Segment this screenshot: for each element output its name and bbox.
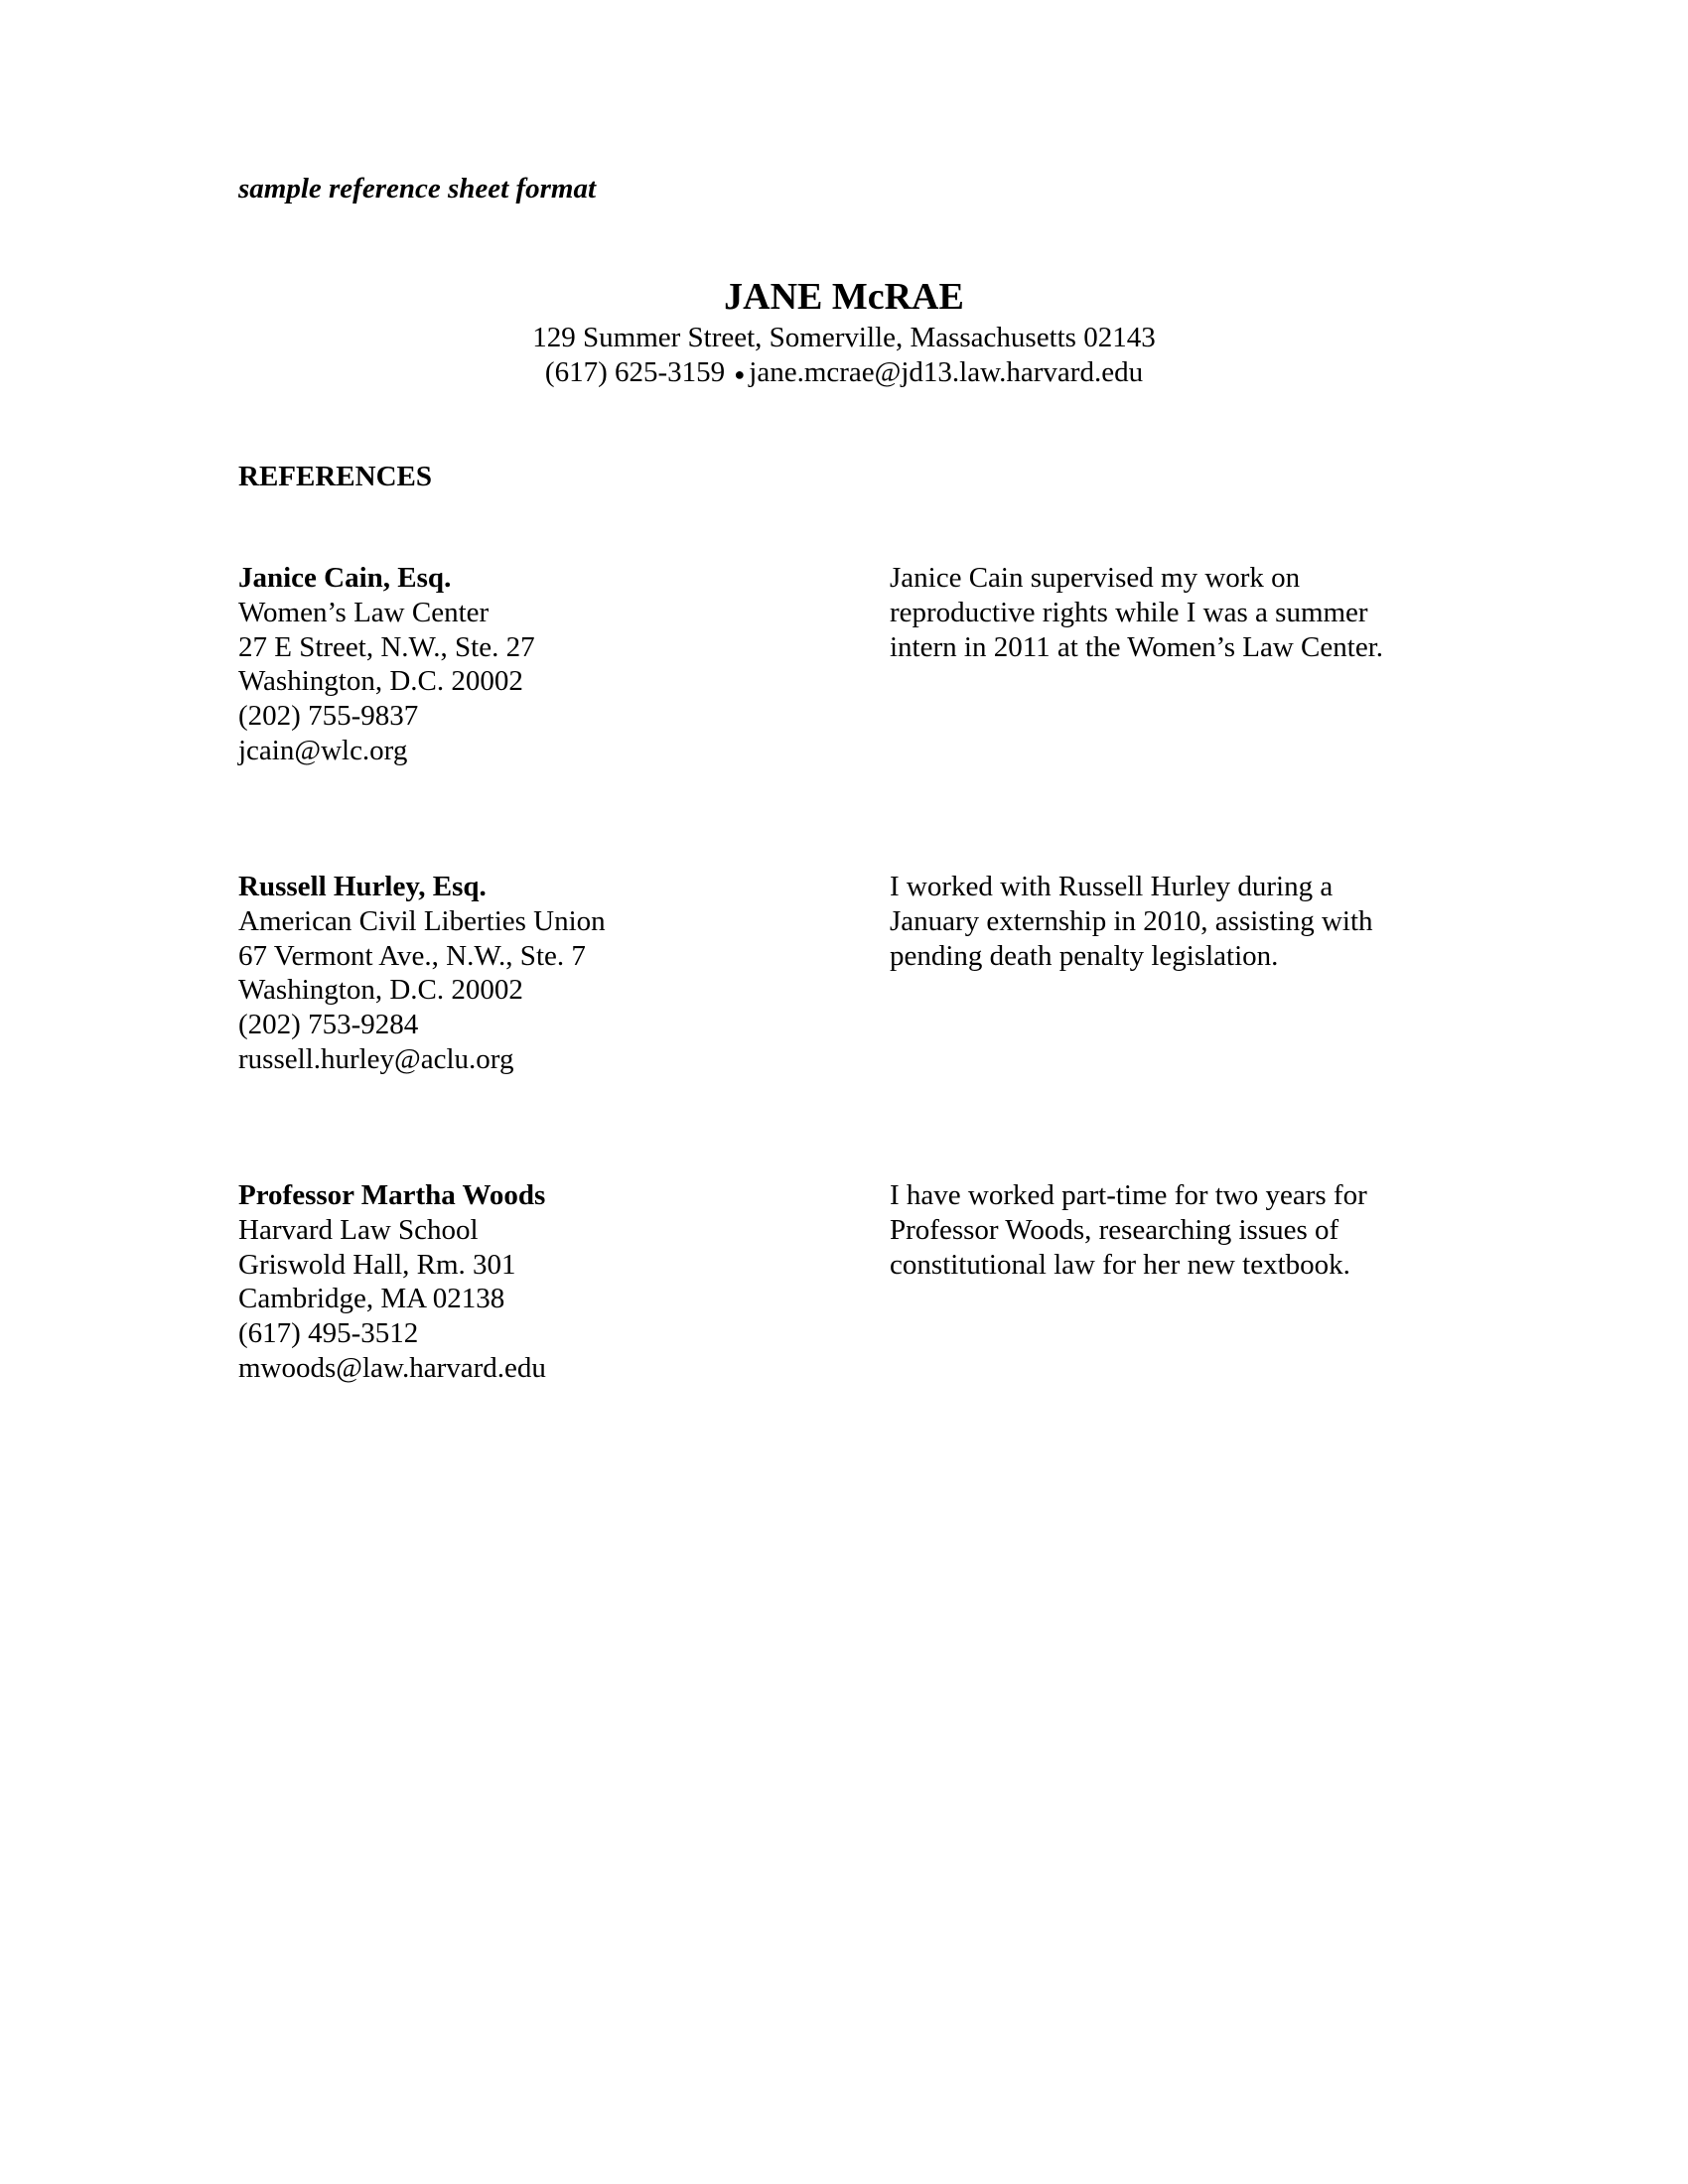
section-heading: REFERENCES — [238, 461, 432, 492]
reference-note-line: pending death penalty legislation. — [890, 939, 1279, 972]
reference-name: Janice Cain, Esq. — [238, 562, 452, 594]
reference-phone: (202) 753-9284 — [238, 1009, 419, 1041]
reference-name: Professor Martha Woods — [238, 1179, 546, 1211]
reference-street: 67 Vermont Ave., N.W., Ste. 7 — [238, 939, 586, 972]
reference-contact — [238, 870, 874, 1077]
applicant-email: jane.mcrae@jd13.law.harvard.edu — [749, 356, 1144, 388]
applicant-contact-line — [0, 355, 1688, 392]
reference-contact — [238, 561, 874, 768]
reference-street: Griswold Hall, Rm. 301 — [238, 1248, 516, 1281]
reference-email: russell.hurley@aclu.org — [238, 1042, 514, 1075]
reference-phone: (202) 755-9837 — [238, 700, 419, 733]
reference-note-line: reproductive rights while I was a summer — [890, 596, 1368, 628]
reference-organization: Harvard Law School — [238, 1213, 479, 1246]
reference-city: Washington, D.C. 20002 — [238, 665, 523, 698]
reference-email: jcain@wlc.org — [238, 734, 408, 766]
applicant-phone: (617) 625-3159 — [544, 356, 726, 388]
document-caption: sample reference sheet format — [238, 173, 597, 205]
reference-note-line: constitutional law for her new textbook. — [890, 1248, 1350, 1281]
reference-city: Cambridge, MA 02138 — [238, 1283, 505, 1315]
reference-organization: American Civil Liberties Union — [238, 904, 606, 937]
reference-email: mwoods@law.harvard.edu — [238, 1351, 546, 1384]
reference-street: 27 E Street, N.W., Ste. 27 — [238, 630, 535, 663]
reference-note-line: intern in 2011 at the Women’s Law Center. — [890, 630, 1384, 663]
reference-organization: Women’s Law Center — [238, 596, 490, 628]
reference-note-line: I have worked part-time for two years for — [890, 1179, 1367, 1211]
reference-phone: (617) 495-3512 — [238, 1317, 419, 1350]
reference-note — [890, 561, 1485, 664]
letterhead — [0, 273, 1688, 392]
applicant-name: JANE McRAE — [724, 276, 964, 318]
reference-note-line: January externship in 2010, assisting with — [890, 904, 1373, 937]
reference-note-line: Professor Woods, researching issues of — [890, 1213, 1339, 1246]
reference-note — [890, 1178, 1485, 1282]
reference-note — [890, 870, 1485, 973]
reference-contact — [238, 1178, 874, 1386]
reference-city: Washington, D.C. 20002 — [238, 974, 523, 1007]
reference-name: Russell Hurley, Esq. — [238, 871, 487, 902]
applicant-address: 129 Summer Street, Somerville, Massachusetts 02143 — [532, 322, 1156, 353]
bullet-separator-icon: ● — [734, 363, 746, 384]
reference-note-line: I worked with Russell Hurley during a — [890, 871, 1334, 902]
reference-note-line: Janice Cain supervised my work on — [890, 562, 1301, 594]
